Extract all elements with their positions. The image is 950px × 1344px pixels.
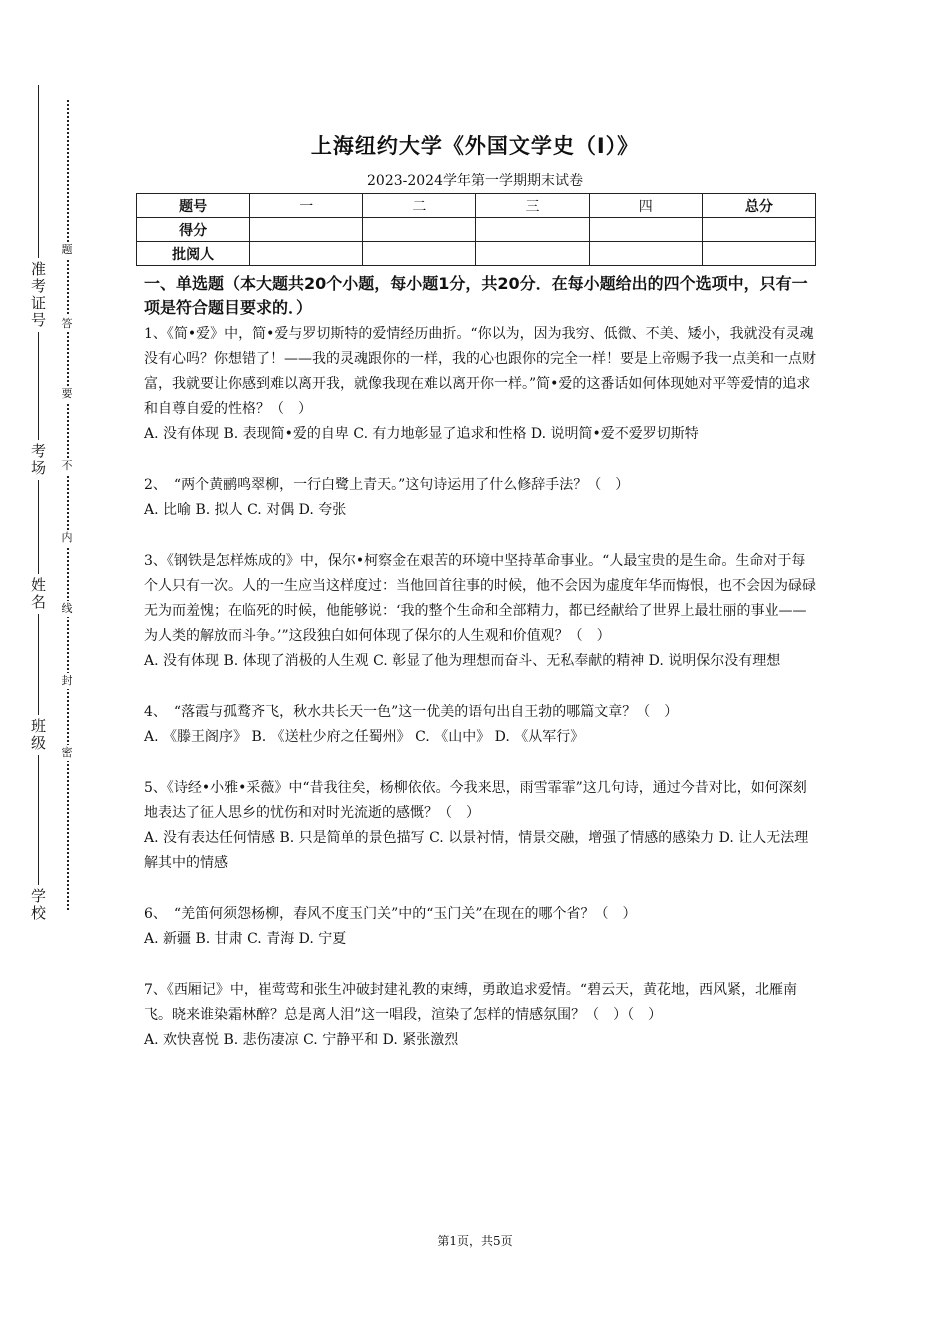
- score-cell: [250, 218, 363, 242]
- section-heading: 一、单选题（本大题共20个小题，每小题1分，共20分．在每小题给出的四个选项中，只有一项是符合题目要求的．）: [144, 274, 808, 317]
- question-3: [144, 549, 816, 674]
- seal-char-feng: 封: [59, 673, 75, 689]
- exam-content: [144, 272, 816, 1053]
- question-1: [144, 322, 816, 447]
- seal-dotted-line: [67, 100, 69, 910]
- question-5: [144, 776, 816, 876]
- score-table: [136, 193, 816, 266]
- question-options: A. 《滕王阁序》 B. 《送杜少府之任蜀州》 C. 《山中》 D. 《从军行》: [144, 729, 585, 745]
- score-header-cell: 二: [363, 194, 476, 218]
- question-stem: 5、《诗经•小雅•采薇》中“昔我往矣，杨柳依依。今我来思，雨雪霏霏”这几句诗，通过今昔对比，如何深刻地表达了征人思乡的忧伤和对时光流逝的感慨？（ ）: [144, 780, 807, 821]
- question-stem: 7、《西厢记》中，崔莺莺和张生冲破封建礼教的束缚，勇敢追求爱情。“碧云天，黄花地，西风紧，北雁南飞。晓来谁染霜林醉？总是离人泪”这一唱段，渲染了怎样的情感氛围？（ ）（ ）: [144, 982, 798, 1023]
- reviewer-cell: [702, 242, 815, 266]
- question-stem: 2、 “两个黄鹂鸣翠柳，一行白鹭上青天。”这句诗运用了什么修辞手法？（ ）: [144, 477, 630, 493]
- question-stem: 1、《简•爱》中，简•爱与罗切斯特的爱情经历曲折。“你以为，因为我穷、低微、不美、矮小，我就没有灵魂没有心吗？你想错了！——我的灵魂跟你的一样，我的心也跟你的完全一样！要是上帝赐予我一点美和一点财富，我就要让你感到难以离开我，就像我现在难以离开你一样。”简•爱的这番话如何体现她对平等爱情的追求和自尊自爱的性格？（ ）: [144, 326, 816, 417]
- exam-subtitle: 2023-2024学年第一学期期末试卷: [367, 173, 583, 189]
- question-stem: 4、 “落霞与孤鹜齐飞，秋水共长天一色”这一优美的语句出自王勃的哪篇文章？（ ）: [144, 704, 679, 720]
- question-options: A. 比喻 B. 拟人 C. 对偶 D. 夸张: [144, 502, 347, 518]
- score-header-cell: 总分: [702, 194, 815, 218]
- label-exam-id: 准考证号: [28, 258, 50, 332]
- score-header-cell: 三: [476, 194, 589, 218]
- label-class: 班级: [28, 715, 50, 755]
- seal-char-yao: 要: [59, 386, 75, 402]
- reviewer-cell: [363, 242, 476, 266]
- score-cell: [476, 218, 589, 242]
- score-header-cell: 四: [589, 194, 702, 218]
- seal-char-ti: 题: [59, 242, 75, 258]
- page-number: 第1页，共5页: [437, 1234, 513, 1248]
- score-table-header-row: [137, 194, 816, 218]
- reviewer-row-label: 批阅人: [137, 242, 250, 266]
- question-options: A. 没有体现 B. 表现简•爱的自卑 C. 有力地彰显了追求和性格 D. 说明简•爱不爱罗切斯特: [144, 426, 699, 442]
- seal-char-nei: 内: [59, 530, 75, 546]
- score-header-cell: 一: [250, 194, 363, 218]
- question-6: [144, 902, 816, 952]
- question-stem: 6、 “羌笛何须怨杨柳，春风不度玉门关”中的“玉门关”在现在的哪个省？（ ）: [144, 906, 637, 922]
- label-name: 姓名: [28, 574, 50, 614]
- score-row-label: 得分: [137, 218, 250, 242]
- question-2: [144, 473, 816, 523]
- question-7: [144, 978, 816, 1053]
- seal-char-bu: 不: [59, 458, 75, 474]
- question-options: A. 新疆 B. 甘肃 C. 青海 D. 宁夏: [144, 931, 347, 947]
- score-cell: [589, 218, 702, 242]
- score-cell: [702, 218, 815, 242]
- reviewer-cell: [476, 242, 589, 266]
- reviewer-row: [137, 242, 816, 266]
- binding-solid-line: [38, 85, 39, 925]
- score-cell: [363, 218, 476, 242]
- reviewer-cell: [589, 242, 702, 266]
- score-row: [137, 218, 816, 242]
- seal-char-xian: 线: [59, 601, 75, 617]
- score-header-cell: 题号: [137, 194, 250, 218]
- exam-title: 上海纽约大学《外国文学史（I）》: [310, 134, 640, 158]
- reviewer-cell: [250, 242, 363, 266]
- label-school: 学校: [28, 885, 50, 925]
- label-exam-room: 考场: [28, 440, 50, 480]
- question-options: A. 没有体现 B. 体现了消极的人生观 C. 彰显了他为理想而奋斗、无私奉献的精神 D. 说明保尔没有理想: [144, 653, 781, 669]
- question-options: A. 欢快喜悦 B. 悲伤凄凉 C. 宁静平和 D. 紧张激烈: [144, 1032, 459, 1048]
- question-options: A. 没有表达任何情感 B. 只是简单的景色描写 C. 以景衬情，情景交融，增强了情感的感染力 D. 让人无法理解其中的情感: [144, 830, 809, 871]
- question-4: [144, 700, 816, 750]
- seal-char-da: 答: [59, 316, 75, 332]
- seal-char-mi: 密: [59, 745, 75, 761]
- question-stem: 3、《钢铁是怎样炼成的》中，保尔•柯察金在艰苦的环境中坚持革命事业。“人最宝贵的是生命。生命对于每个人只有一次。人的一生应当这样度过：当他回首往事的时候，他不会因为虚度年华而悔恨，也不会因为碌碌无为而羞愧；在临死的时候，他能够说：‘我的整个生命和全部精力，都已经献给了世界上最壮丽的事业——为人类的解放而斗争。’”这段独白如何体现了保尔的人生观和价值观？（ ）: [144, 553, 816, 644]
